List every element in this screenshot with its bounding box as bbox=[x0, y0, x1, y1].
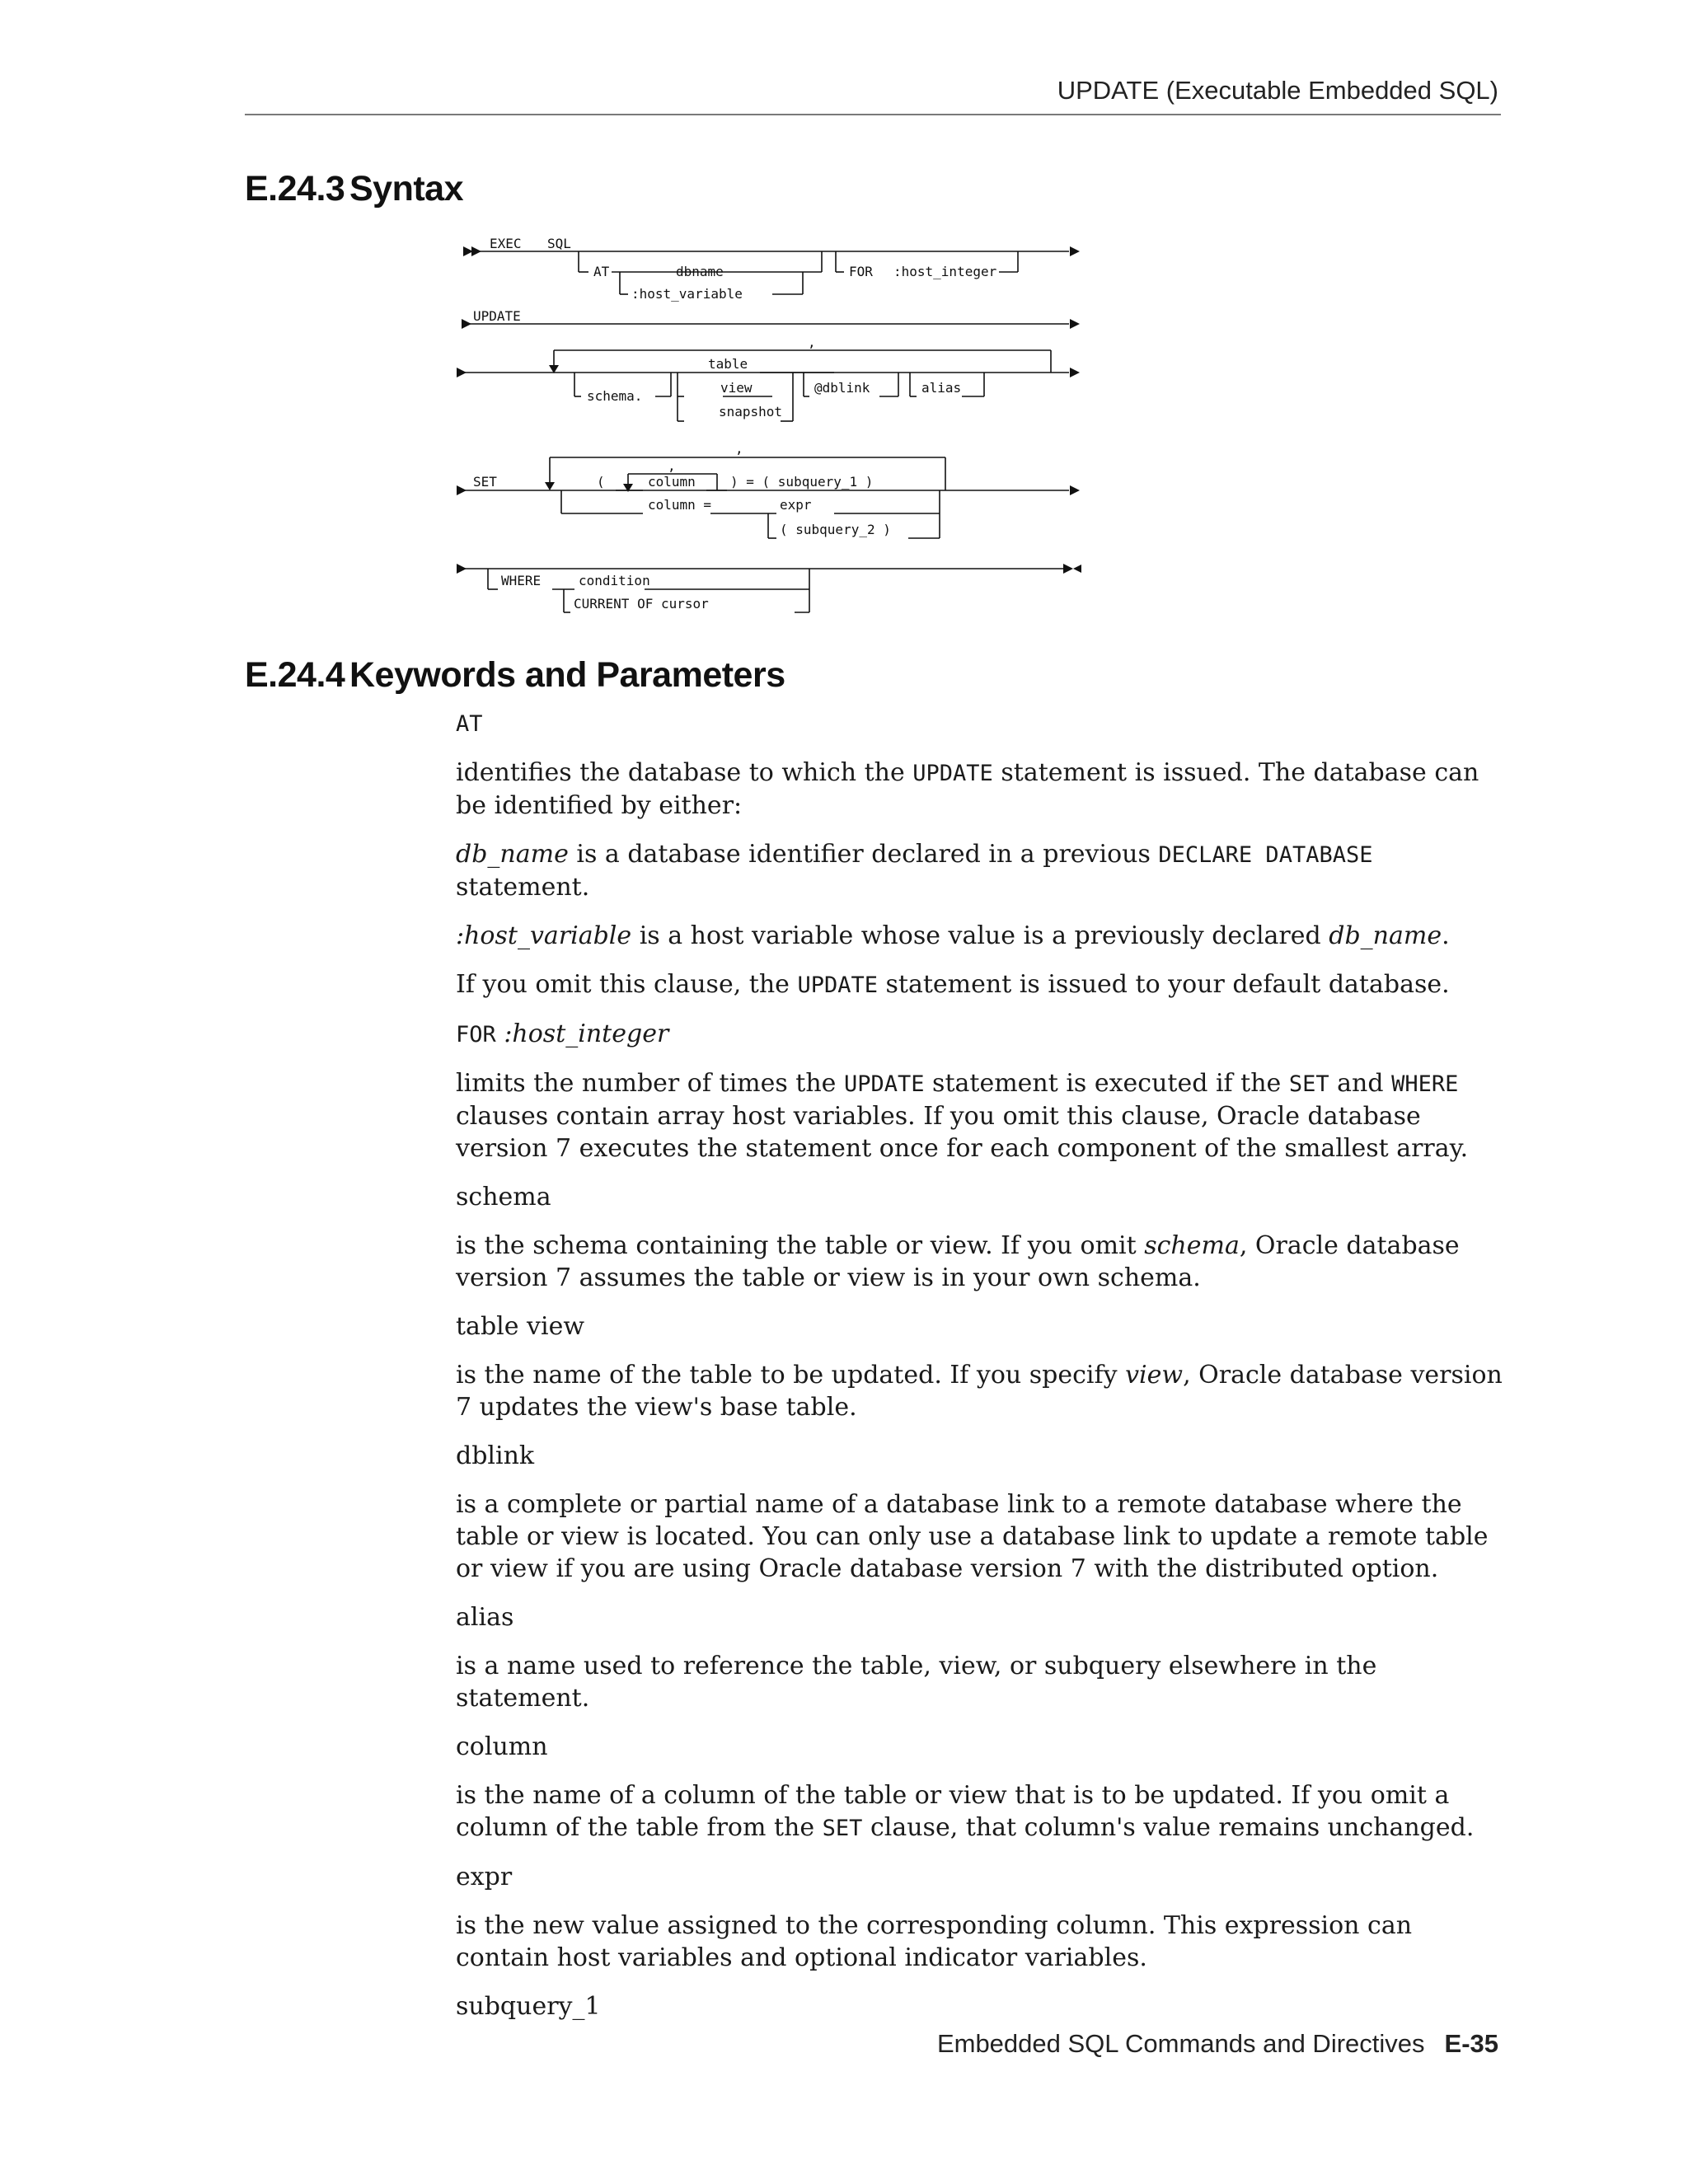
desc-schema: is the schema containing the table or view. If you omit schema, Oracle database version 7 assumes the table or view is in your own schema. bbox=[456, 1231, 1460, 1292]
desc-alias: is a name used to reference the table, view, or subquery elsewhere in the statement. bbox=[456, 1652, 1377, 1713]
term-subquery-1: subquery_1 bbox=[456, 1992, 601, 2021]
section-number: E.24.3 bbox=[245, 169, 345, 209]
term-for: FOR :host_integer bbox=[456, 1019, 669, 1048]
running-header: UPDATE (Executable Embedded SQL) bbox=[1057, 76, 1498, 105]
diag-eq-subquery1: ) = ( subquery_1 ) bbox=[730, 474, 874, 490]
diag-column-1: column bbox=[648, 474, 696, 490]
diag-comma-1: , bbox=[808, 335, 816, 350]
term-alias: alias bbox=[456, 1603, 514, 1632]
diag-set: SET bbox=[473, 474, 497, 490]
term-dblink: dblink bbox=[456, 1441, 535, 1470]
desc-db-name: db_name is a database identifier declared in a previous DECLARE DATABASE statement. bbox=[456, 840, 1373, 902]
page-footer bbox=[937, 2029, 1498, 2059]
diag-condition: condition bbox=[579, 573, 650, 588]
diag-column-eq: column = bbox=[648, 497, 712, 513]
term-at: AT bbox=[456, 711, 483, 737]
section-title: Keywords and Parameters bbox=[349, 655, 785, 695]
diag-at: AT bbox=[593, 264, 610, 279]
diag-comma-2: , bbox=[735, 441, 743, 457]
diag-snapshot: snapshot bbox=[719, 404, 783, 419]
term-expr: expr bbox=[456, 1863, 513, 1891]
diag-sql: SQL bbox=[547, 236, 571, 251]
page-number: E-35 bbox=[1444, 2029, 1498, 2058]
diag-lparen: ( bbox=[597, 474, 605, 490]
diag-schema: schema. bbox=[587, 388, 643, 404]
diag-update: UPDATE bbox=[473, 308, 521, 324]
term-table-view: table view bbox=[456, 1312, 585, 1341]
desc-expr: is the new value assigned to the corresponding column. This expression can contain host variables and optional indicator variables. bbox=[456, 1911, 1413, 1972]
diag-host-integer: :host_integer bbox=[893, 264, 997, 279]
term-schema: schema bbox=[456, 1183, 551, 1212]
section-heading-syntax bbox=[245, 169, 463, 209]
diag-current-of: CURRENT OF cursor bbox=[574, 596, 709, 612]
header-rule bbox=[245, 114, 1501, 115]
diag-alias: alias bbox=[921, 380, 962, 396]
section-number: E.24.4 bbox=[245, 655, 345, 695]
term-column: column bbox=[456, 1732, 548, 1761]
diag-subquery2: ( subquery_2 ) bbox=[780, 522, 891, 537]
desc-at-omit: If you omit this clause, the UPDATE statement is issued to your default database. bbox=[456, 970, 1450, 999]
diag-host-variable: :host_variable bbox=[631, 286, 743, 302]
syntax-diagram bbox=[455, 235, 1081, 614]
desc-at: identifies the database to which the UPDATE statement is issued. The database can be identified by either: bbox=[456, 758, 1479, 820]
diag-view: view bbox=[720, 380, 753, 396]
desc-host-variable: :host_variable is a host variable whose value is a previously declared db_name. bbox=[456, 921, 1450, 950]
keywords-body bbox=[456, 707, 1503, 2039]
section-title: Syntax bbox=[349, 169, 464, 209]
diag-dblink: @dblink bbox=[814, 380, 870, 396]
diag-comma-3: , bbox=[668, 458, 676, 474]
desc-for: limits the number of times the UPDATE statement is executed if the SET and WHERE clauses contain array host variables. If you omit this clause, Oracle database version 7 executes the statement once for each component of the smallest array. bbox=[456, 1069, 1469, 1163]
diag-exec: EXEC bbox=[490, 236, 522, 251]
diag-for: FOR bbox=[849, 264, 873, 279]
desc-table-view: is the name of the table to be updated. If you specify view, Oracle database version 7 updates the view's base table. bbox=[456, 1361, 1503, 1422]
section-heading-keywords bbox=[245, 655, 785, 696]
desc-dblink: is a complete or partial name of a database link to a remote database where the table or view is located. You can only use a database link to update a remote table or view if you are using Oracle database version 7 with the distributed option. bbox=[456, 1490, 1489, 1583]
diag-table: table bbox=[708, 356, 748, 372]
diag-dbname: dbname bbox=[676, 264, 724, 279]
footer-title: Embedded SQL Commands and Directives bbox=[936, 2029, 1425, 2058]
diag-where: WHERE bbox=[501, 573, 542, 588]
diag-expr: expr bbox=[780, 497, 812, 513]
desc-column: is the name of a column of the table or view that is to be updated. If you omit a column of the table from the SET clause, that column's value remains unchanged. bbox=[456, 1781, 1475, 1842]
